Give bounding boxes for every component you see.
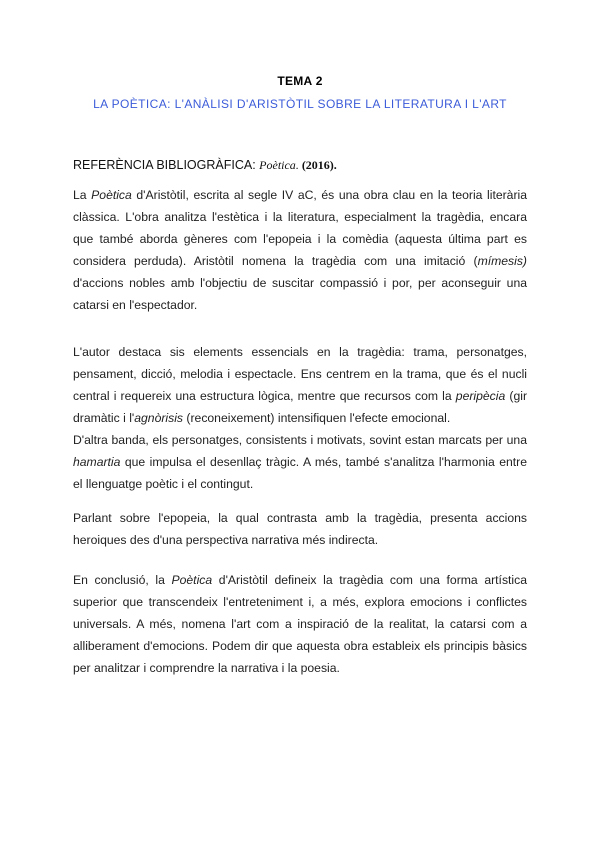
paragraph-conclusion	[73, 569, 527, 679]
italic-run: hamartia	[73, 455, 121, 469]
reference-dot: .	[295, 158, 302, 172]
text-run: L'autor destaca sis elements essencials en la tragèdia: trama, personatges, pensament, dicció, melodia i espectacle. Ens centrem en la trama, que és el nucli central i requereix una estructura lògica, mentre que recursos com la	[73, 345, 527, 403]
paragraph-text	[73, 569, 527, 679]
paragraph-text	[73, 507, 527, 551]
reference-label: REFERÈNCIA BIBLIOGRÀFICA:	[73, 158, 260, 172]
italic-run: peripècia	[455, 389, 506, 403]
paragraph-text	[73, 184, 527, 316]
text-run: Parlant sobre l'epopeia, la qual contrasta amb la tragèdia, presenta accions heroiques des d'una perspectiva narrativa més indirecta.	[73, 511, 527, 547]
text-run: (gir dramàtic i l'	[73, 389, 527, 425]
paragraph-text	[73, 429, 527, 495]
italic-run: agnòrisis	[134, 411, 184, 425]
bibliographic-reference	[73, 158, 337, 173]
paragraph-epopeia	[73, 507, 527, 551]
paragraph-text	[73, 341, 527, 429]
page-subtitle: LA POÈTICA: L'ANÀLISI D'ARISTÒTIL SOBRE LA LITERATURA I L'ART	[93, 97, 507, 111]
text-run: que impulsa el desenllaç tràgic. A més, també s'analitza l'harmonia entre el llenguatge poètic i el contingut.	[73, 455, 527, 491]
text-run: (reconeixement) intensifiquen l'efecte emocional.	[183, 411, 451, 425]
italic-run: Poètica	[171, 573, 213, 587]
text-run: La	[73, 188, 92, 202]
text-run: D'altra banda, els personatges, consistents i motivats, sovint estan marcats per una	[73, 433, 527, 447]
page-heading: TEMA 2	[277, 74, 323, 88]
reference-title: Poètica	[259, 158, 296, 172]
text-run: d'Aristòtil defineix la tragèdia com una forma artística superior que transcendeix l'entreteniment i, a més, explora emocions i conflictes universals. A més, nomena l'art com a inspiració de la realitat, la catarsi com a alliberament d'emocions. Podem dir que aquesta obra estableix els principis bàsics per analitzar i comprendre la narrativa i la poesia.	[73, 573, 527, 675]
paragraph-intro	[73, 184, 527, 316]
italic-run: Poètica	[91, 188, 132, 202]
italic-run: mímesis)	[477, 254, 527, 268]
text-run: En conclusió, la	[73, 573, 172, 587]
text-run: d'accions nobles amb l'objectiu de suscitar compassió i por, per aconseguir una catarsi en l'espectador.	[73, 276, 527, 312]
paragraph-elements	[73, 341, 527, 495]
text-run: d'Aristòtil, escrita al segle IV aC, és una obra clau en la teoria literària clàssica. L'obra analitza l'estètica i la literatura, especialment la tragèdia, encara que també aborda gèneres com l'epopeia i la comèdia (aquesta última part es considera perduda). Aristòtil nomena la tragèdia com una imitació (	[73, 188, 527, 268]
reference-year: (2016).	[301, 158, 337, 172]
